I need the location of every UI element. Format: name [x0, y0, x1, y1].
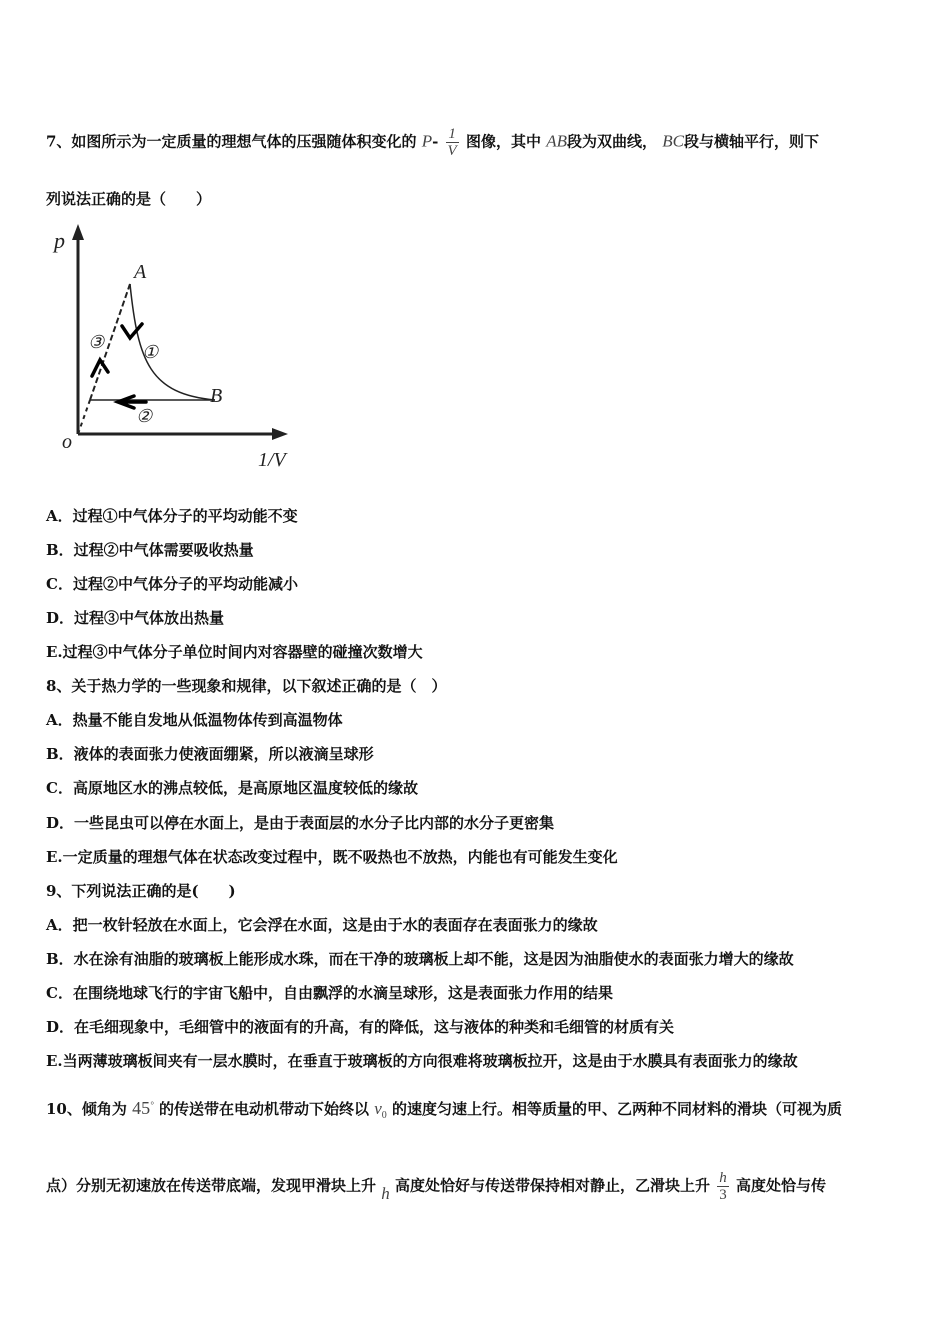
q7-stem-line1 — [46, 126, 819, 159]
q10-start-text: 10、倾角为 — [46, 1100, 127, 1118]
q10-line2-mid: 高度处恰好与传送带保持相对静止，乙滑块上升 — [394, 1176, 710, 1195]
x-axis-arrow — [272, 428, 288, 440]
q7-mid-text: 图像，其中 — [465, 132, 541, 151]
q7-frac-num: 1 — [446, 126, 459, 143]
q10-angle: 45 — [132, 1098, 151, 1118]
process-1-arrow-icon — [122, 324, 142, 338]
q7-end-text: 段与横轴平行，则下 — [683, 132, 819, 151]
q7-stem-text: 7、如图所示为一定质量的理想气体的压强随体积变化的 — [46, 132, 417, 151]
dashed-line — [78, 400, 90, 434]
q10-line2-end: 高度处恰与传 — [735, 1176, 826, 1195]
q10-stem-line2 — [46, 1170, 826, 1203]
q10-frac-num: h — [719, 1170, 727, 1186]
q7-option-b: B．过程②中气体需要吸收热量 — [46, 541, 254, 559]
q10-line2-start: 点）分别无初速放在传送带底端，发现甲滑块上升 — [46, 1176, 377, 1195]
q10-fraction — [717, 1170, 729, 1203]
q7-mid-text2: 段为双曲线， — [566, 132, 657, 151]
q9-option-c: C．在围绕地球飞行的宇宙飞船中，自由飘浮的水滴呈球形，这是表面张力作用的结果 — [46, 984, 613, 1002]
q10-end-text: 的速度匀速上行。相等质量的甲、乙两种不同材料的滑块（可视为质 — [391, 1100, 842, 1118]
q9-option-b: B．水在涂有油脂的玻璃板上能形成水珠，而在干净的玻璃板上却不能，这是因为油脂使水的表面张力增大的缘故 — [46, 950, 794, 968]
q7-dash: - — [432, 132, 439, 151]
q7-fraction — [446, 126, 459, 159]
q7-option-e: E.过程③中气体分子单位时间内对容器壁的碰撞次数增大 — [46, 643, 423, 661]
q7-p-symbol: P — [421, 131, 433, 151]
q7-bc: BC — [662, 131, 684, 151]
q10-v-sub: 0 — [381, 1110, 387, 1121]
point-a-label: A — [134, 261, 147, 283]
q9-stem: 9、下列说法正确的是( ) — [46, 882, 236, 900]
q8-option-b: B．液体的表面张力使液面绷紧，所以液滴呈球形 — [46, 745, 374, 763]
q7-frac-den: V — [447, 143, 457, 159]
x-axis-label: 1/V — [258, 449, 286, 471]
q10-angle-degree: ° — [150, 1100, 154, 1110]
process-3-label: ③ — [88, 332, 105, 352]
q10-stem-line1 — [46, 1098, 842, 1121]
origin-label: o — [62, 431, 72, 453]
q10-h: h — [381, 1183, 390, 1203]
process-2-label: ② — [136, 406, 153, 426]
process-1-label: ① — [142, 342, 159, 362]
q7-option-d: D．过程③中气体放出热量 — [46, 609, 225, 627]
pv-diagram — [50, 222, 310, 472]
q7-option-a: A．过程①中气体分子的平均动能不变 — [46, 507, 298, 525]
point-b-label: B — [210, 385, 223, 407]
q9-option-e: E.当两薄玻璃板间夹有一层水膜时，在垂直于玻璃板的方向很难将玻璃板拉开，这是由于水膜具有表面张力的缘故 — [46, 1052, 798, 1070]
q9-option-a: A．把一枚针轻放在水面上，它会浮在水面，这是由于水的表面存在表面张力的缘故 — [46, 916, 598, 934]
pv-diagram-svg — [50, 222, 310, 472]
q8-option-d: D．一些昆虫可以停在水面上，是由于表面层的水分子比内部的水分子更密集 — [46, 814, 555, 832]
y-axis-label: p — [54, 228, 65, 253]
q10-v: v — [374, 1099, 382, 1118]
q8-stem: 8、关于热力学的一些现象和规律，以下叙述正确的是（ ） — [46, 677, 447, 695]
q7-option-c: C．过程②中气体分子的平均动能减小 — [46, 575, 298, 593]
q8-option-c: C．高原地区水的沸点较低，是高原地区温度较低的缘故 — [46, 779, 418, 797]
y-axis-arrow — [72, 224, 84, 240]
q10-frac-den: 3 — [719, 1187, 727, 1203]
q7-stem-line2: 列说法正确的是（ ） — [46, 190, 212, 208]
q7-ab: AB — [546, 131, 567, 151]
q8-option-a: A．热量不能自发地从低温物体传到高温物体 — [46, 711, 343, 729]
q8-option-e: E.一定质量的理想气体在状态改变过程中，既不吸热也不放热，内能也有可能发生变化 — [46, 848, 618, 866]
q9-option-d: D．在毛细现象中，毛细管中的液面有的升高，有的降低，这与液体的种类和毛细管的材质有关 — [46, 1018, 675, 1036]
q10-mid-text: 的传送带在电动机带动下始终以 — [158, 1100, 369, 1118]
